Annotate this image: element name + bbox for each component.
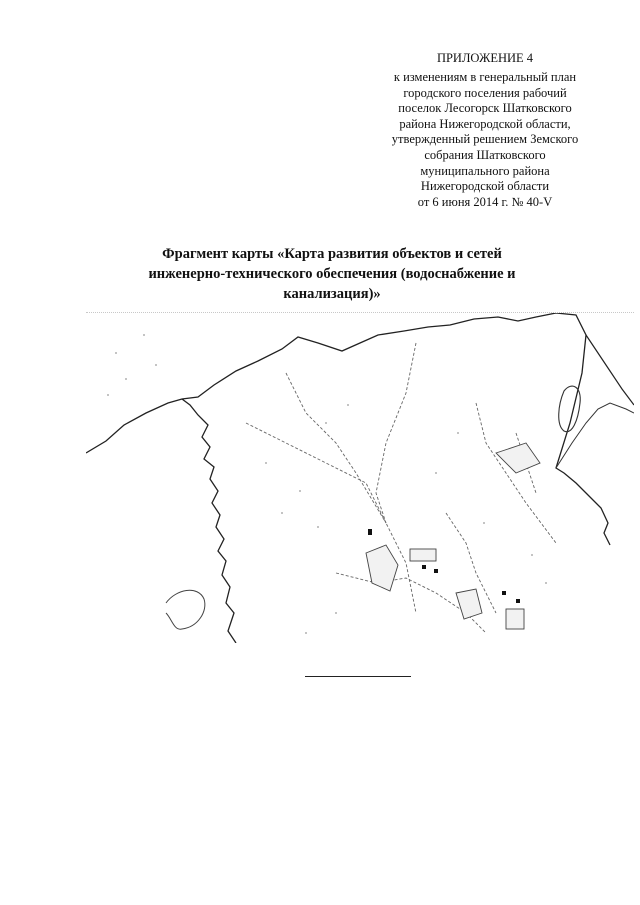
map-image — [86, 313, 634, 643]
settlement-blocks — [366, 443, 540, 629]
map-texture — [107, 334, 547, 634]
appendix-title: ПРИЛОЖЕНИЕ 4 — [436, 51, 534, 65]
appendix-line-5: утвержденный решением Земского — [391, 132, 579, 147]
document-title — [112, 244, 552, 304]
network-lines — [246, 343, 556, 633]
appendix-header — [360, 50, 610, 210]
footer-rule — [305, 676, 411, 677]
appendix-line-1: к изменениям в генеральный план — [393, 70, 577, 84]
lower-left-ring — [166, 590, 205, 629]
left-boundary — [182, 399, 236, 643]
appendix-line-4: района Нижегородской области, — [399, 116, 571, 131]
map-fragment — [86, 312, 634, 643]
appendix-line-6: собрания Шатковского — [424, 147, 546, 162]
document-title-line-2: инженерно-технического обеспечения (водоснабжение и — [148, 266, 516, 282]
document-title-line-3: канализация)» — [283, 286, 381, 302]
appendix-line-8: Нижегородской области — [420, 179, 550, 194]
east-boundary-2 — [556, 403, 634, 468]
document-title-line-1: Фрагмент карты «Карта развития объектов и сетей — [162, 246, 502, 262]
appendix-line-7: муниципального района — [420, 163, 550, 178]
appendix-line-2: городского поселения рабочий — [403, 85, 567, 100]
appendix-line-3: поселок Лесогорск Шатковского — [398, 101, 572, 116]
appendix-line-9: от 6 июня 2014 г. № 40-V — [417, 194, 553, 209]
east-boundary — [586, 335, 634, 405]
